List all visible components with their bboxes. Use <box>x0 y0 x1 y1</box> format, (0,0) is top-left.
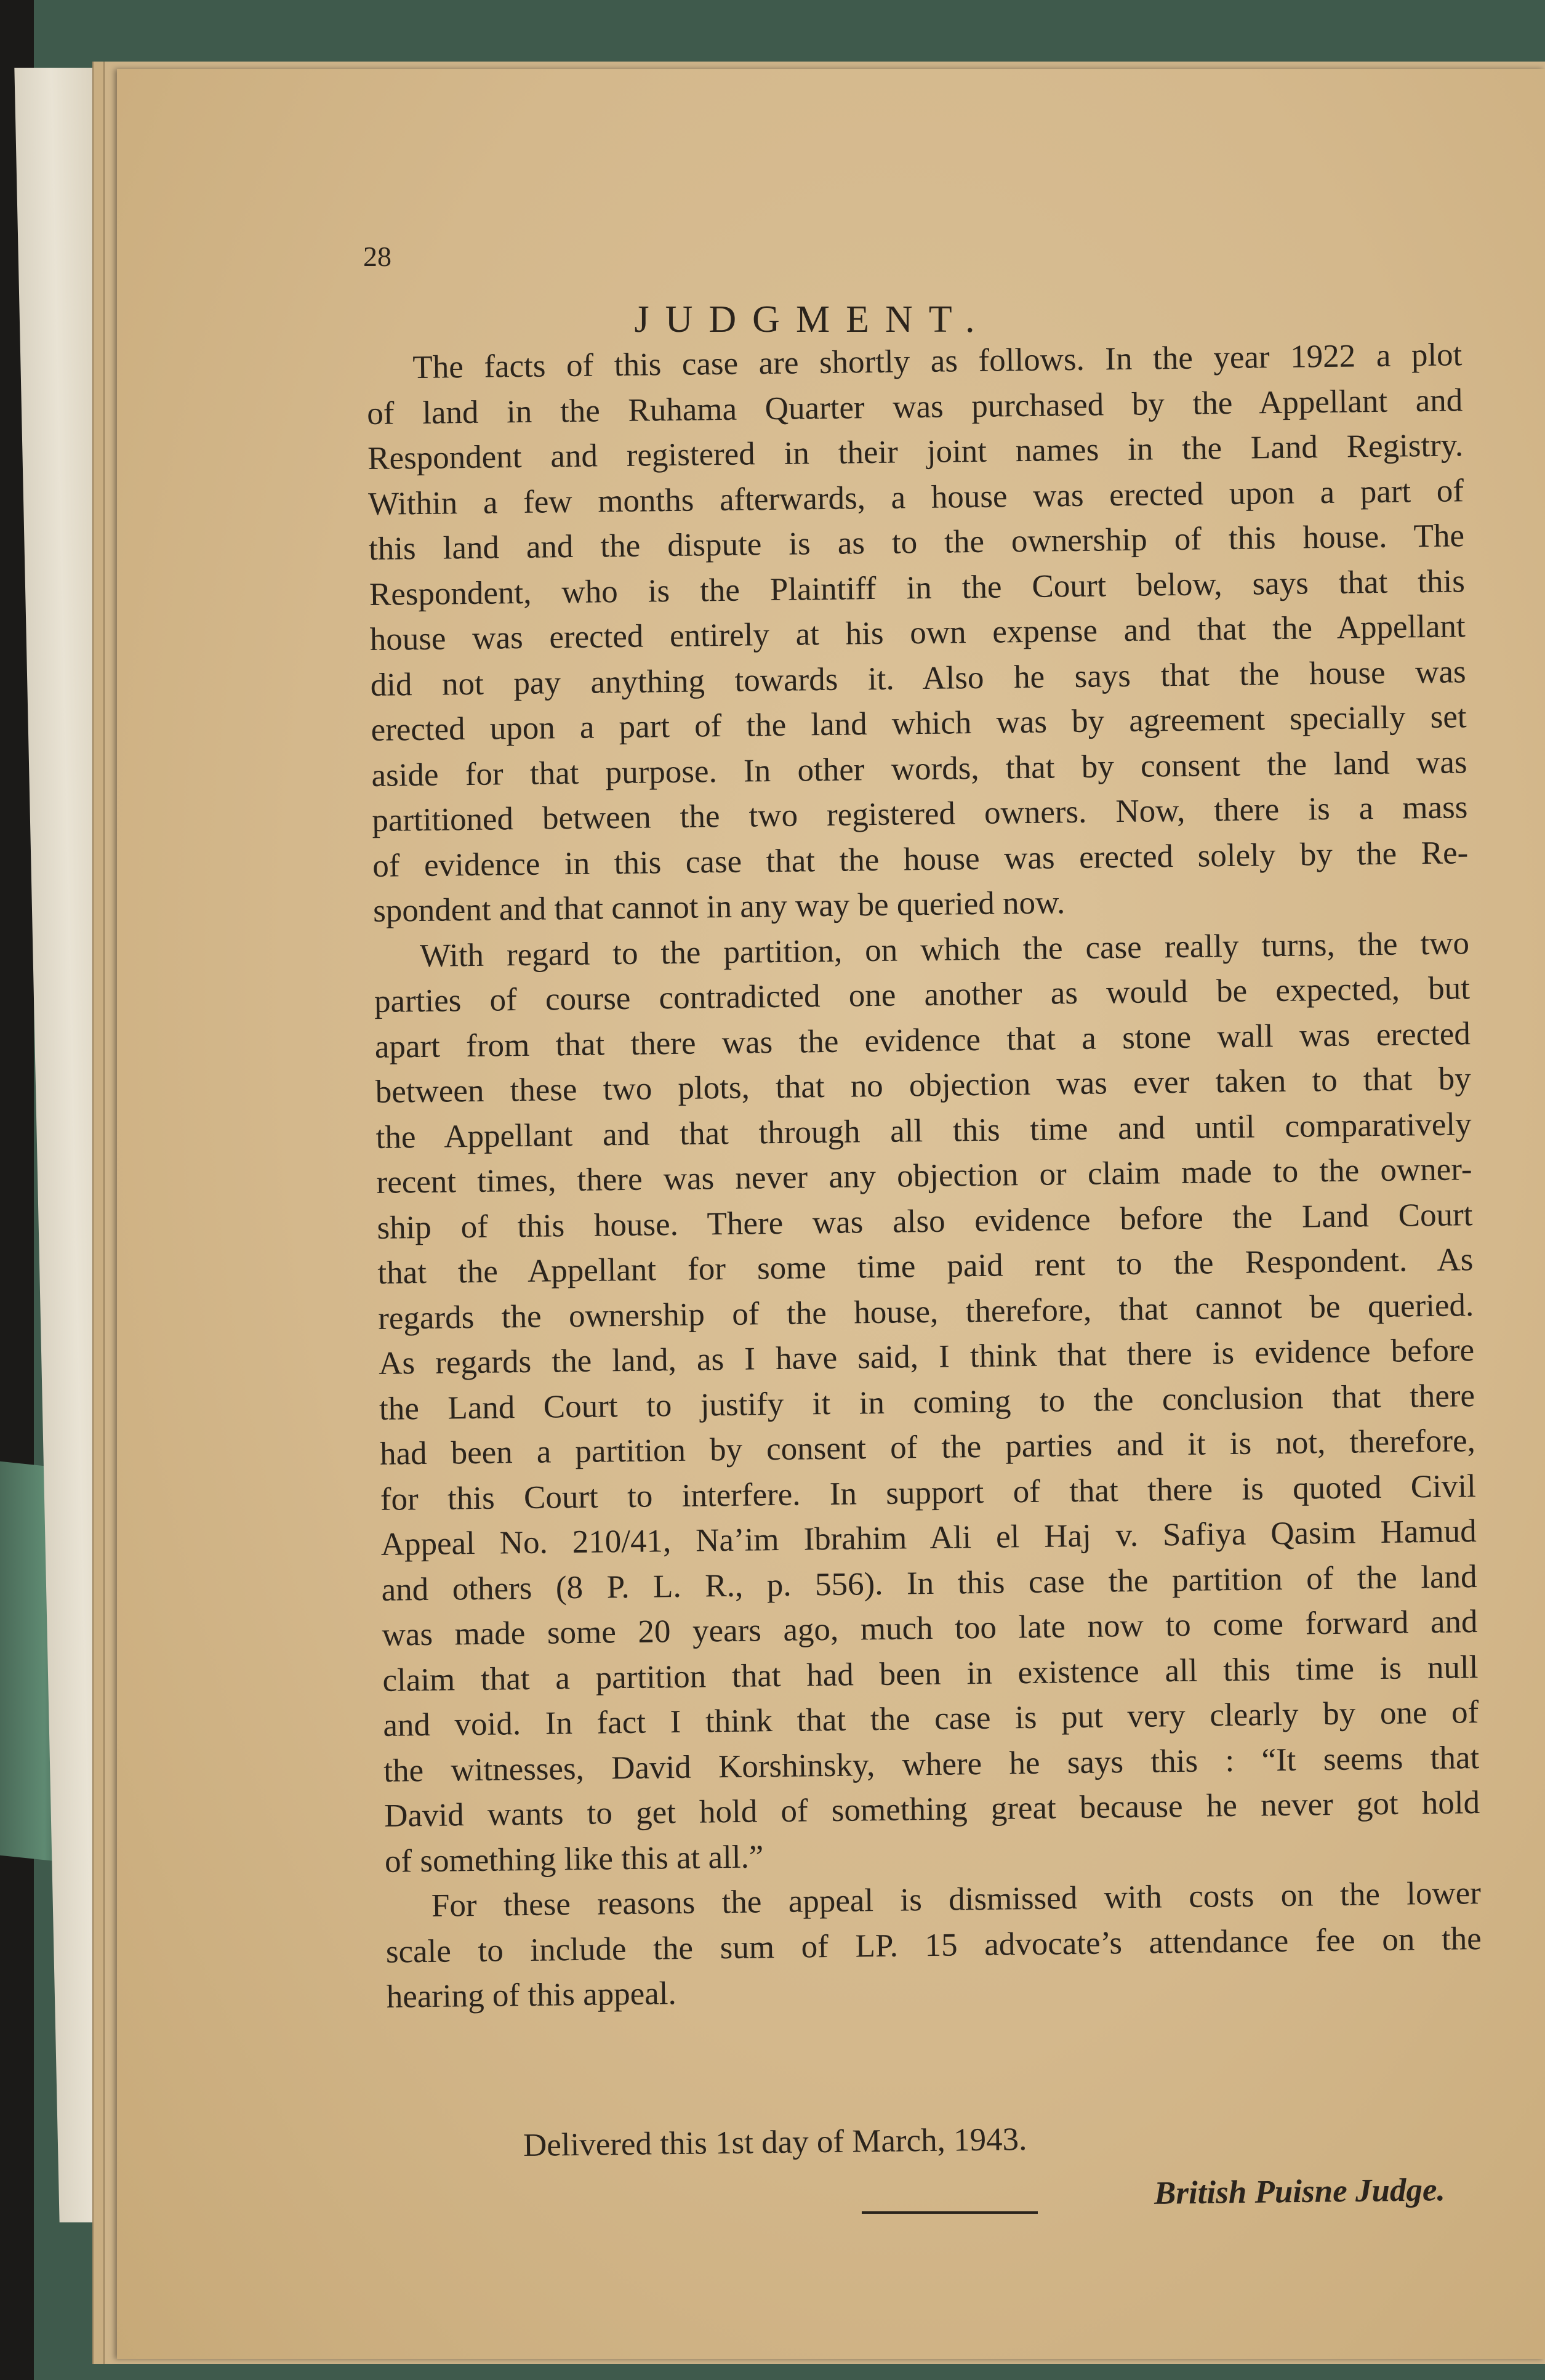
text-line: recent times, there was never any objection or claim made to the owner- <box>376 1151 1472 1200</box>
text-line: of land in the Ruhama Quarter was purchased by the Appellant and <box>366 382 1463 432</box>
text-line: parties of course contradicted one another as would be expected, but <box>374 970 1471 1019</box>
text-line: hearing of this appeal. <box>386 1976 677 2015</box>
text-line: regards the ownership of the house, therefore, that cannot be queried. <box>377 1287 1474 1337</box>
text-line: and void. In fact I think that the case is put very clearly by one of <box>383 1694 1479 1743</box>
text-line: ship of this house. There was also evidence before the Land Court <box>377 1196 1473 1246</box>
judgment-body <box>366 332 1482 2020</box>
text-line: that the Appellant for some time paid rent to the Respondent. As <box>377 1242 1474 1291</box>
text-line: spondent and that cannot in any way be queried now. <box>372 885 1065 929</box>
text-line: David wants to get hold of something great because he never got hold <box>383 1785 1480 1834</box>
text-line: scale to include the sum of LP. 15 advocate’s attendance fee on the <box>385 1920 1482 1970</box>
page-number: 28 <box>363 241 391 272</box>
text-line: Within a few months afterwards, a house was erected upon a part of <box>367 472 1464 522</box>
text-line: For these reasons the appeal is dismissed with costs on the lower <box>431 1875 1482 1924</box>
text-line: and others (8 P. L. R., p. 556). In this case the partition of the land <box>381 1558 1477 1608</box>
text-line: had been a partition by consent of the parties and it is not, therefore, <box>379 1423 1476 1472</box>
text-line: As regards the land, as I have said, I think that there is evidence before <box>378 1332 1475 1381</box>
delivered-date: Delivered this 1st day of March, 1943. <box>523 2121 1027 2163</box>
judge-signature: British Puisne Judge. <box>1154 2172 1446 2211</box>
text-line: between these two plots, that no objection was ever taken to that by <box>375 1061 1472 1110</box>
text-line: Respondent, who is the Plaintiff in the Court below, says that this <box>369 563 1466 613</box>
text-line: erected upon a part of the land which was by agreement specially set <box>371 699 1467 748</box>
text-line: Appeal No. 210/41, Na’im Ibrahim Ali el Haj v. Safiya Qasim Hamud <box>380 1513 1477 1562</box>
text-line: did not pay anything towards it. Also he says that the house was <box>370 653 1466 703</box>
judgment-heading: JUDGMENT. <box>634 299 991 340</box>
text-line: the Appellant and that through all this time and until comparatively <box>375 1106 1472 1156</box>
text-line: claim that a partition that had been in existence all this time is null <box>382 1649 1479 1699</box>
text-line: Respondent and registered in their joint names in the Land Registry. <box>367 427 1464 476</box>
text-line: of something like this at all.” <box>384 1838 764 1879</box>
text-line: apart from that there was the evidence that a stone wall was erected <box>374 1015 1471 1065</box>
text-line: was made some 20 years ago, much too late now to come forward and <box>382 1604 1478 1653</box>
text-line: house was erected entirely at his own expense and that the Appellant <box>369 608 1466 657</box>
closing-rule <box>862 2211 1038 2214</box>
text-line: for this Court to interfere. In support of that there is quoted Civil <box>380 1468 1477 1518</box>
text-line: this land and the dispute is as to the ownership of this house. The <box>368 518 1465 567</box>
text-line: With regard to the partition, on which the case really turns, the two <box>419 925 1470 974</box>
book-page <box>117 69 1545 2359</box>
text-line: the witnesses, David Korshinsky, where he says this : “It seems that <box>383 1739 1480 1789</box>
text-line: partitioned between the two registered owners. Now, there is a mass <box>372 789 1468 838</box>
text-line: aside for that purpose. In other words, that by consent the land was <box>371 744 1467 794</box>
text-line: The facts of this case are shortly as follows. In the year 1922 a plot <box>412 337 1463 386</box>
text-line: the Land Court to justify it in coming to the conclusion that there <box>379 1377 1475 1427</box>
text-line: of evidence in this case that the house was erected solely by the Re- <box>372 834 1469 884</box>
